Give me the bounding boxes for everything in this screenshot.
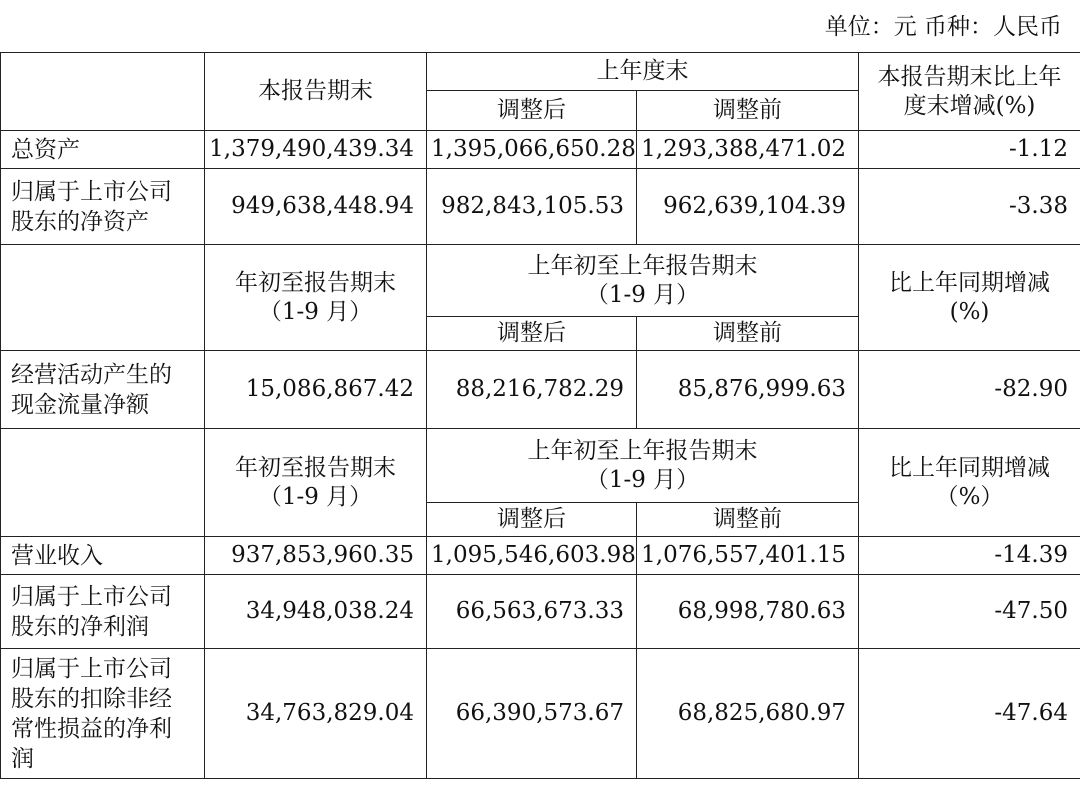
row-label-operating-cash-flow [1,351,205,429]
header-row-1 [1,53,1080,91]
cell-change: -3.38 [859,169,1080,245]
header-row-3 [1,245,1080,317]
cell-adjusted-after: 1,095,546,603.98 [427,537,637,575]
header-yoy-change-label: 比上年同期增减 [889,454,1050,481]
header-row-5 [1,429,1080,503]
header-prior-ytd-months: （1-9 月） [585,281,700,308]
cell-current: 34,763,829.04 [205,649,427,779]
cell-adjusted-before: 68,998,780.63 [637,575,859,649]
cell-current: 34,948,038.24 [205,575,427,649]
cell-adjusted-before: 1,293,388,471.02 [637,131,859,169]
header-yoy-change-unit: (%) [949,298,990,325]
cell-change: -47.64 [859,649,1080,779]
cell-adjusted-after: 1,395,066,650.28 [427,131,637,169]
label-line: 股东的扣除非经 [11,685,172,712]
cell-adjusted-after: 66,390,573.67 [427,649,637,779]
cell-adjusted-before: 962,639,104.39 [637,169,859,245]
header-yoy-change-unit: （%） [935,483,1004,510]
table-row [1,537,1080,575]
cell-current: 15,086,867.42 [205,351,427,429]
table-row [1,351,1080,429]
header-blank-cell [1,245,205,351]
header-current-period-end: 本报告期末 [205,53,427,131]
cell-current: 949,638,448.94 [205,169,427,245]
cell-adjusted-after: 982,843,105.53 [427,169,637,245]
header-ytd-label: 年初至报告期末 [235,269,396,296]
header-change-vs-prior-year-end: 本报告期末比上年度末增减(%) [859,53,1080,131]
row-label-net-assets [1,169,205,245]
cell-change: -1.12 [859,131,1080,169]
cell-current: 937,853,960.35 [205,537,427,575]
header-prior-year-end: 上年度末 [427,53,859,91]
label-line: 润 [11,745,34,772]
table-row [1,169,1080,245]
header-ytd-months: （1-9 月） [258,298,373,325]
header-yoy-change [859,429,1080,537]
header-yoy-change-label: 比上年同期增减 [889,269,1050,296]
label-line: 现金流量净额 [11,391,149,418]
table-row [1,649,1080,779]
unit-currency-note: 单位：元 币种：人民币 [824,14,1062,40]
cell-change: -82.90 [859,351,1080,429]
label-line: 归属于上市公司 [11,655,172,682]
header-ytd [205,429,427,537]
header-adjusted-before: 调整前 [637,317,859,351]
header-prior-ytd [427,429,859,503]
row-label-net-profit [1,575,205,649]
cell-adjusted-before: 68,825,680.97 [637,649,859,779]
header-adjusted-before: 调整前 [637,503,859,537]
header-prior-ytd-months: （1-9 月） [585,466,700,493]
cell-adjusted-before: 85,876,999.63 [637,351,859,429]
label-line: 股东的净资产 [11,208,149,235]
header-prior-ytd [427,245,859,317]
header-adjusted-after: 调整后 [427,91,637,131]
label-line: 股东的净利润 [11,613,149,640]
label-line: 归属于上市公司 [11,178,172,205]
label-line: 经营活动产生的 [11,361,172,388]
cell-current: 1,379,490,439.34 [205,131,427,169]
header-yoy-change [859,245,1080,351]
header-adjusted-after: 调整后 [427,317,637,351]
header-adjusted-after: 调整后 [427,503,637,537]
cell-change: -14.39 [859,537,1080,575]
header-ytd-label: 年初至报告期末 [235,454,396,481]
header-blank-cell [1,53,205,131]
table-row [1,131,1080,169]
label-line: 常性损益的净利 [11,715,172,742]
header-ytd-months: （1-9 月） [258,483,373,510]
row-label-revenue: 营业收入 [1,537,205,575]
cell-adjusted-before: 1,076,557,401.15 [637,537,859,575]
header-prior-ytd-label: 上年初至上年报告期末 [527,252,758,279]
header-prior-ytd-label: 上年初至上年报告期末 [527,437,758,464]
header-blank-cell [1,429,205,537]
row-label-net-profit-excl-nonrecurring [1,649,205,779]
cell-adjusted-after: 88,216,782.29 [427,351,637,429]
header-adjusted-before: 调整前 [637,91,859,131]
cell-change: -47.50 [859,575,1080,649]
header-ytd [205,245,427,351]
row-label-total-assets: 总资产 [1,131,205,169]
table-row [1,575,1080,649]
financial-summary-table [0,52,1080,779]
cell-adjusted-after: 66,563,673.33 [427,575,637,649]
label-line: 归属于上市公司 [11,583,172,610]
